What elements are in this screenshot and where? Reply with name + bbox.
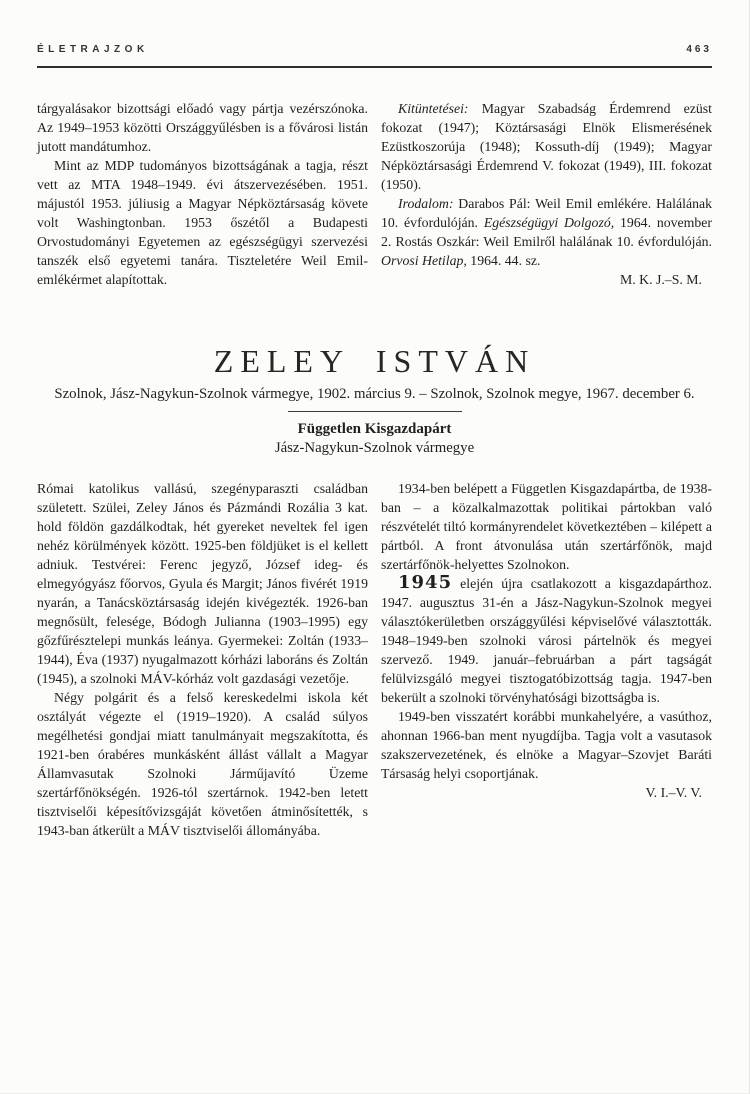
body-right-column — [381, 479, 712, 840]
author-signature — [381, 270, 712, 289]
paragraph — [381, 707, 712, 783]
text-run: Darabos Pál: Weil Emil emlékére. Halálának 10. évfordulóján. — [381, 196, 712, 230]
text-run: V. I.–V. V. — [645, 785, 702, 800]
paragraph — [37, 479, 368, 688]
text-run: Négy polgárit és a felső kereskedelmi iskola két osztályát végezte el (1919–1920). A család súlyos megélhetési gondjai miatt tanulmányait megszakította, és 1921-ben órabéres munkásként állást vállalt a Magyar Államvasutak Szolnoki Járműjavító Üzeme szertárfőnökségén. 1926-tól szertárnok. 1942-ben letett tisztviselői képesítővizsgáját követően átminősítették, s 1943-ban átkerült a MÁV tisztviselői állományába. — [37, 690, 368, 838]
top-right-column — [381, 99, 712, 289]
text-run: Mint az MDP tudományos bizottságának a tagja, részt vett az MTA 1948–1949. évi átszervezésében. 1951. májustól 1953. júliusig a Magyar Népköztársaság követe volt Washingtonban. 1953 őszétől a Budapesti Orvostudományi Egyetemen az egészségügyi szervezési tanszék első egyetemi tanára. Tiszteletére Weil Emil-emlékérmet alapítottak. — [37, 158, 368, 287]
text-run: Magyar Szabadság Érdemrend ezüst fokozat (1947); Köztársasági Elnök Elismerésének Ezüstkoszorúja (1948); Kossuth-díj (1949); Magyar Népköztársasági Érdemrend V. fokozat (1949), III. fokozat (1950). — [381, 101, 712, 192]
italic-text: Egészségügyi Dolgozó, — [483, 215, 615, 230]
paragraph — [37, 156, 368, 289]
section-label: ÉLETRAJZOK — [37, 44, 149, 55]
paragraph — [381, 574, 712, 707]
text-run: M. K. J.–S. M. — [619, 272, 702, 287]
paragraph — [381, 99, 712, 194]
entry-county: Jász-Nagykun-Szolnok vármegye — [274, 440, 475, 456]
entry-title: ZELEY ISTVÁN — [213, 343, 536, 379]
running-header — [37, 0, 712, 59]
text-run: Római katolikus vallású, szegényparaszti családban született. Szülei, Zeley János és Pázmándi Rozália 3 kat. hold földön gazdálkodtak, hét gyereket neveltek fel igen nehéz körülmények között. 1925-ben földjüket is el kellett adniuk. Testvérei: Ferenc jegyző, József ideg- és elmegyógyász főorvos, Gyula és Margit; János fivérét 1919 nyarán, a Tanácsköztársaság idején kivégezték. 1926-ban megnősült, felesége, Bódogh Julianna (1903–1995) egy gőzfűrésztelepi munkás leánya. Gyermekei: Zoltán (1933–1944), Éva (1937) nyugalmazott kórházi laboráns és Zoltán (1945), a szolnoki MÁV-kórház volt gazdasági vezetője. — [37, 481, 368, 686]
text-run: 1964. november 2. Rostás Oszkár: Weil Emilről halálának 10. évfordulóján. — [381, 215, 712, 249]
entry-subtitle: Szolnok, Jász-Nagykun-Szolnok vármegye, 1902. március 9. – Szolnok, Szolnok megye, 1967. december 6. — [54, 386, 695, 402]
text-run: 1964. 44. sz. — [466, 253, 541, 268]
header-rule — [37, 66, 712, 68]
entry-body — [37, 479, 712, 840]
highlighted-year: 1945 — [398, 572, 453, 593]
paragraph — [381, 479, 712, 574]
entry-party: Független Kisgazdapárt — [297, 421, 452, 437]
author-signature — [381, 783, 712, 802]
paragraph — [381, 194, 712, 270]
italic-text: Irodalom: — [398, 196, 454, 211]
body-left-column — [37, 479, 368, 840]
text-run: tárgyalásakor bizottsági előadó vagy pártja vezérszónoka. Az 1949–1953 közötti Országgyűlésben is a fővárosi listán jutott mandátumhoz. — [37, 101, 368, 154]
paragraph — [37, 688, 368, 840]
italic-text: Kitüntetései: — [398, 101, 469, 116]
previous-entry-continuation — [37, 99, 712, 289]
text-run: 1949-ben visszatért korábbi munkahelyére, a vasúthoz, ahonnan 1966-ban ment nyugdíjba. Tagja volt a vasutasok szakszervezetének, és elnöke a Magyar–Szovjet Baráti Társaság helyi csoportjának. — [381, 709, 712, 781]
text-run: 1934-ben belépett a Független Kisgazdapártba, de 1938-ban – a közalkalmazottak politikai pártokban való részvételét tiltó kormányrendelet következtében – kilépett a pártból. A front átvonulása után szertárfőnök, majd szertárfőnök-helyettes Szolnokon. — [381, 481, 712, 572]
italic-text: Orvosi Hetilap, — [381, 253, 467, 268]
page-number: 463 — [686, 44, 712, 55]
top-left-column — [37, 99, 368, 289]
entry-heading — [37, 344, 712, 457]
subtitle-divider-rule — [288, 411, 462, 412]
text-run: elején újra csatlakozott a kisgazdapárthoz. 1947. augusztus 31-én a Jász-Nagykun-Szolnok megyei választókerületben országgyűlési képviselővé választották. 1948–1949-ben szolnoki városi pártelnök és megyei szervező. 1949. január–februárban a párt tagságát felülvizsgáló megyei tisztogatóbizottság tagja. 1947-ben bekerült a szolnoki törvényhatósági bizottságba is. — [381, 576, 712, 705]
paragraph — [37, 99, 368, 156]
